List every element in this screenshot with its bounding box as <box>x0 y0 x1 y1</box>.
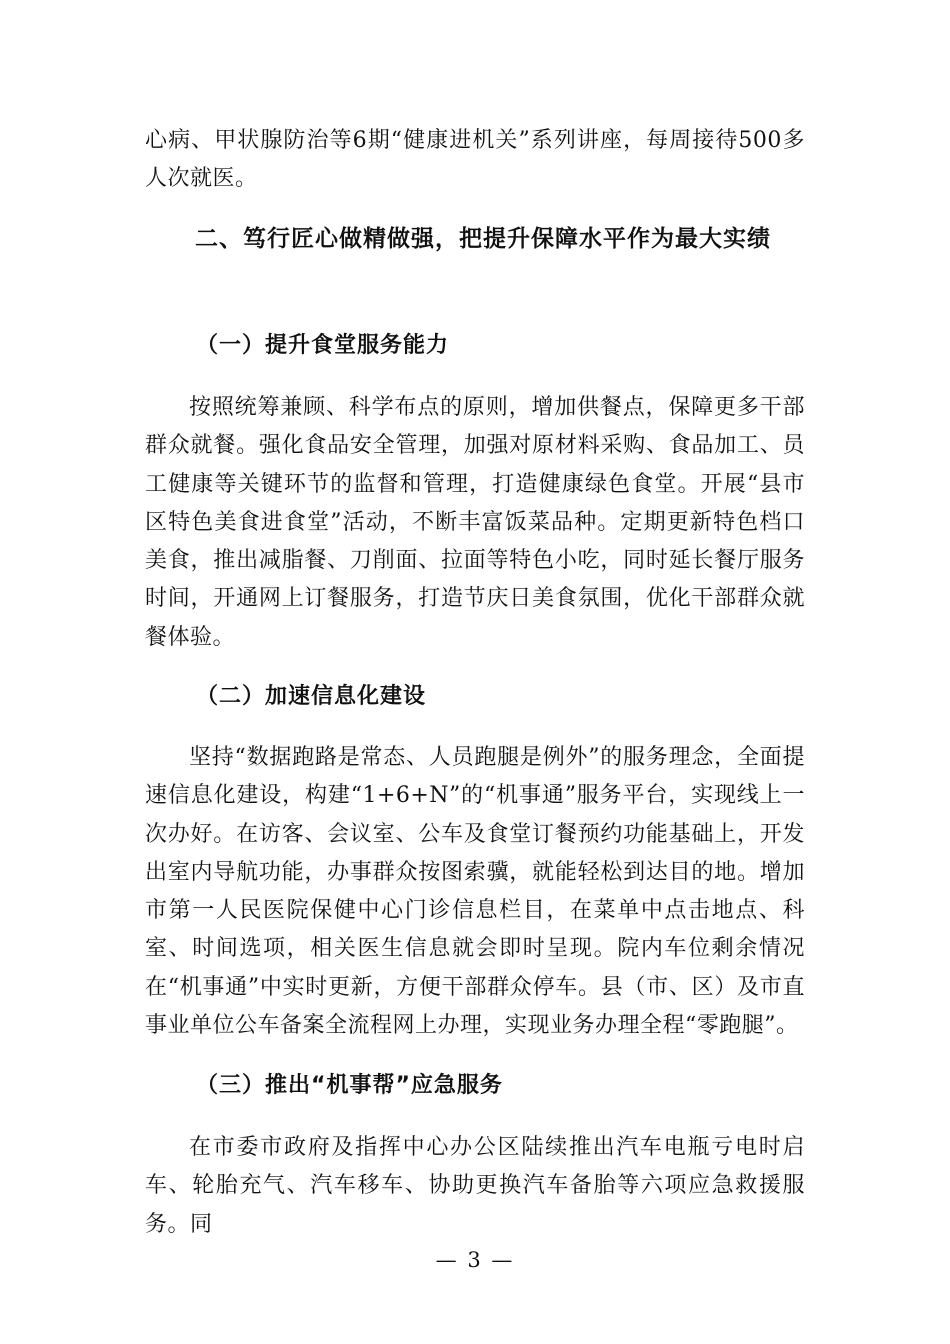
subheading-2: （二）加速信息化建设 <box>196 684 427 709</box>
subheading-1: （一）提升食堂服务能力 <box>196 333 450 358</box>
section-heading-2: 二、笃行匠心做精做强，把提升保障水平作为最大实绩 <box>195 226 771 252</box>
paragraph-informatization: 坚持“数据跑路是常态、人员跑腿是例外”的服务理念，全面提速信息化建设，构建“1+6+N”的“机事通”服务平台，实现线上一次办好。在访客、会议室、公车及食堂订餐预约功能基础上，开发出室内导航功能，办事群众按图索骥，就能轻松到达目的地。增加市第一人民医院保健中心门诊信息栏目，在菜单中点击地点、科室、时间选项，相关医生信息就会即时呈现。院内车位剩余情况在“机事通”中实时更新，方便干部群众停车。县（市、区）及市直事业单位公车备案全流程网上办理，实现业务办理全程“零跑腿”。 <box>145 745 805 1039</box>
page-number: — 3 — <box>435 1248 515 1272</box>
paragraph-emergency-service: 在市委市政府及指挥中心办公区陆续推出汽车电瓶亏电时启车、轮胎充气、汽车移车、协助更换汽车备胎等六项应急救援服务。同 <box>145 1135 805 1237</box>
paragraph-continued: 心病、甲状腺防治等6期“健康进机关”系列讲座，每周接待500多人次就医。 <box>145 128 805 192</box>
subheading-3: （三）推出“机事帮”应急服务 <box>196 1073 503 1098</box>
paragraph-canteen: 按照统筹兼顾、科学布点的原则，增加供餐点，保障更多干部群众就餐。强化食品安全管理，加强对原材料采购、食品加工、员工健康等关键环节的监督和管理，打造健康绿色食堂。开展“县市区特色美食进食堂”活动，不断丰富饭菜品种。定期更新特色档口美食，推出减脂餐、刀削面、拉面等特色小吃，同时延长餐厅服务时间，开通网上订餐服务，打造节庆日美食氛围，优化干部群众就餐体验。 <box>145 395 805 650</box>
